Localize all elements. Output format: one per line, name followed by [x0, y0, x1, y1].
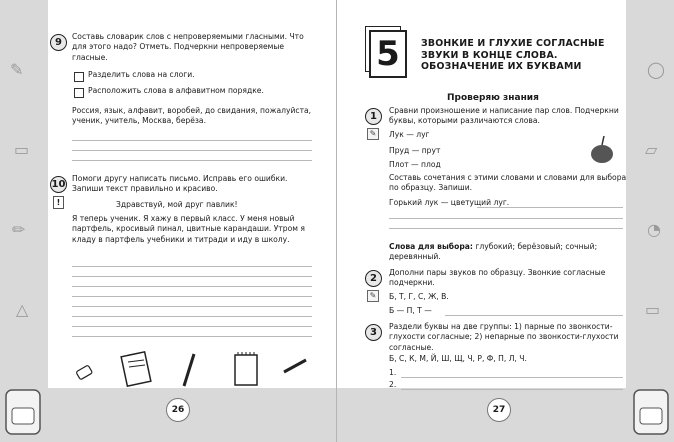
task1-text: Сравни произношение и написание пар слов. Подчеркни буквы, которыми различаются слова. [389, 106, 619, 126]
choice-list: глубокий; берёзовый; сочный; деревянный. [389, 242, 598, 262]
task-number-9: 9 [50, 34, 67, 51]
chapter-number: 5 [369, 30, 407, 78]
writing-line[interactable] [477, 207, 623, 208]
choice-label: Слова для выбора: [389, 242, 473, 251]
task-number-10: 10 [50, 176, 67, 193]
option-checkbox-2[interactable] [74, 88, 84, 98]
pencil-icon: ✎ [367, 290, 379, 302]
chapter-title-line-3: ОБОЗНАЧЕНИЕ ИХ БУКВАМИ [421, 61, 582, 72]
task10-text: Помоги другу написать письмо. Исправь его ошибки. Запиши текст правильно и красиво. [72, 174, 288, 194]
task-number-1: 1 [365, 108, 382, 125]
word-pair-2: Пруд — прут [389, 146, 441, 155]
pencil-icon: ✎ [367, 128, 379, 140]
writing-line[interactable] [72, 276, 312, 277]
task1-text-2: Составь сочетания с этими словами и словами для выбора по образцу. Запиши. [389, 173, 627, 193]
ruler-icon: ▱ [645, 140, 658, 159]
writing-line[interactable] [72, 140, 312, 141]
backpack-icon [626, 380, 674, 440]
pencil-sharpener-icon [74, 362, 96, 384]
chapter-title-line-2: ЗВУКИ В КОНЦЕ СЛОВА. [421, 49, 558, 61]
task3-text: Раздели буквы на две группы: 1) парные по звонкости-глухости согласные; 2) непарные по звонкости-глухости согласные. [389, 322, 619, 352]
onion-icon [587, 134, 617, 166]
writing-line[interactable] [389, 218, 623, 219]
writing-line[interactable] [72, 306, 312, 307]
line-label-2: 2. [389, 380, 397, 389]
ruler-icon: ✎ [10, 60, 24, 79]
exclamation-icon: ! [53, 196, 64, 209]
line-label-1: 1. [389, 368, 397, 377]
writing-line[interactable] [72, 336, 312, 337]
writing-line[interactable] [72, 266, 312, 267]
writing-line[interactable] [72, 150, 312, 151]
writing-line[interactable] [72, 316, 312, 317]
notebook-icon [120, 350, 154, 388]
task-number-2: 2 [365, 270, 382, 287]
task9-option-2: Расположить слова в алфавитном порядке. [88, 86, 264, 95]
section-title: Проверяю знания [447, 93, 539, 103]
writing-line[interactable] [445, 315, 623, 316]
letter-text: Я теперь ученик. Я хажу в первый класс. У меня новый партфель, кросивый пинал, цвитные карандаши. Утром я кладу в партфель учебники и титради и иду в школу. [72, 214, 305, 244]
backpack-icon [0, 380, 48, 440]
book-icon: ▭ [14, 140, 30, 159]
choice-words [389, 242, 629, 263]
task3-letters: Б, С, К, М, Й, Ш, Щ, Ч, Р, Ф, П, Л, Ч. [389, 354, 527, 363]
letter-greeting: Здравствуй, мой друг павлик! [116, 200, 238, 209]
word-pair-1: Лук — луг [389, 130, 430, 139]
task2-pattern: Б — П, Т — [389, 306, 432, 315]
writing-line[interactable] [389, 228, 623, 229]
writing-line[interactable] [401, 389, 623, 390]
word-pair-3: Плот — плод [389, 160, 441, 169]
chapter-title-line-1: ЗВОНКИЕ И ГЛУХИЕ СОГЛАСНЫЕ [421, 38, 605, 49]
writing-line[interactable] [72, 160, 312, 161]
task9-words: Россия, язык, алфавит, воробей, до свидания, пожалуйста, ученик, учитель, Москва, берёза. [72, 106, 312, 126]
option-checkbox-1[interactable] [74, 72, 84, 82]
task-number-3: 3 [365, 324, 382, 341]
pencil-deco-icon: ✏ [12, 220, 26, 239]
task2-text: Дополни пары звуков по образцу. Звонкие согласные подчеркни. [389, 268, 606, 288]
notepad-icon [230, 350, 262, 390]
writing-line[interactable] [72, 296, 312, 297]
task2-letters: Б, Т, Г, С, Ж, В. [389, 292, 449, 301]
task9-option-1: Разделить слова на слоги. [88, 70, 195, 79]
clock-icon: ◔ [647, 220, 661, 239]
page-number-left: 26 [166, 398, 190, 422]
chapter-title [421, 38, 605, 73]
eraser-pencil-icon [282, 356, 310, 376]
task1-example: Горький лук — цветущий луг. [389, 198, 510, 207]
book-icon: ▭ [645, 300, 661, 319]
right-page [337, 0, 674, 442]
writing-line[interactable] [72, 326, 312, 327]
writing-line[interactable] [72, 286, 312, 287]
writing-line[interactable] [401, 377, 623, 378]
page-number-right: 27 [487, 398, 511, 422]
globe-icon: ◯ [647, 60, 665, 79]
triangle-icon: △ [16, 300, 29, 319]
task9-text: Составь словарик слов с непроверяемыми гласными. Что для этого надо? Отметь. Подчеркни непроверяемые гласные. [72, 32, 304, 62]
pen-icon [178, 352, 200, 390]
